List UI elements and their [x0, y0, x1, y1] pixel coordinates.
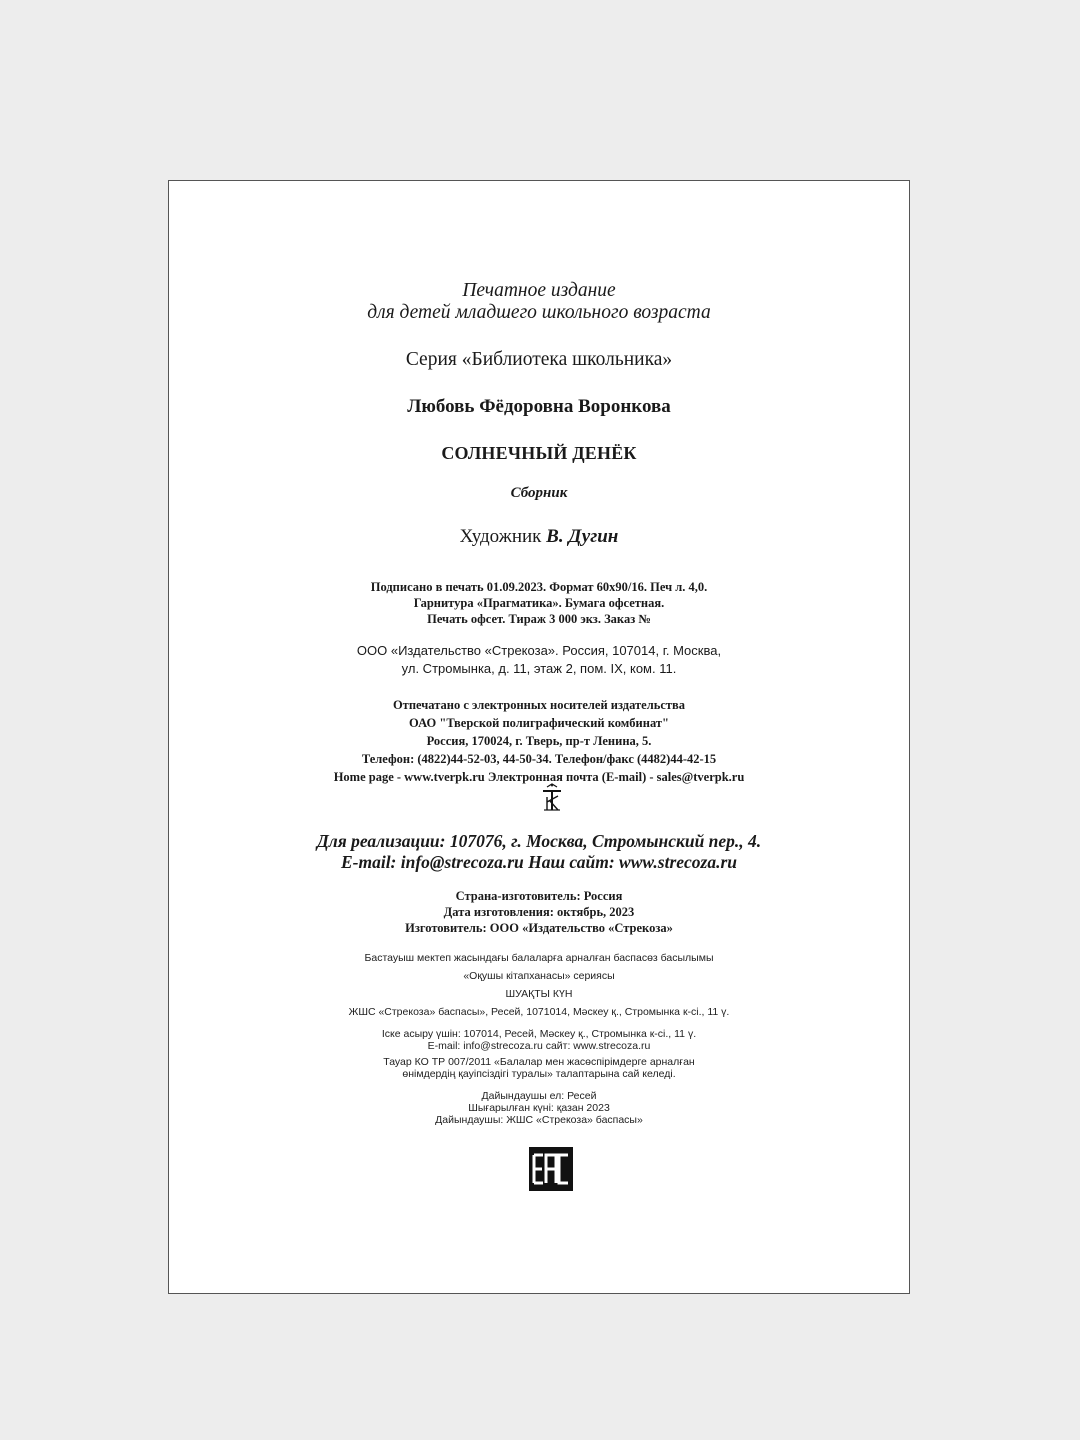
book-imprint-page [168, 180, 910, 1294]
kazakh-certification [169, 1056, 909, 1080]
sales-contact-line: E-mail: info@strecoza.ru Наш сайт: www.strecoza.ru [340, 852, 738, 872]
kazakh-manufacturer-info [169, 1090, 909, 1126]
print-specs-line: Печать офсет. Тираж 3 000 экз. Заказ № [427, 612, 651, 626]
printer-logo-icon [538, 783, 566, 813]
printer-info-line: ОАО "Тверской полиграфический комбинат" [409, 716, 669, 730]
kazakh-book-title: ШУАҚТЫ КҮН [505, 988, 573, 1000]
kazakh-manufacturer-line: Дайындаушы: ЖШС «Стрекоза» баспасы» [435, 1114, 643, 1126]
illustrator-name: В. Дугин [546, 526, 619, 547]
kazakh-certification-line: өнімдердің қауіпсіздігі туралы» талаптарына сай келеді. [402, 1068, 676, 1080]
illustrator-label: Художник [459, 526, 542, 547]
publisher-address-line: ООО «Издательство «Стрекоза». Россия, 107014, г. Москва, [356, 643, 722, 658]
publisher-address [169, 642, 909, 678]
book-title: СОЛНЕЧНЫЙ ДЕНЁК [441, 443, 637, 463]
printer-info-line: Отпечатано с электронных носителей издательства [392, 698, 686, 712]
kazakh-manufacturer-line: Дайындаушы ел: Ресей [481, 1090, 597, 1102]
book-genre: Сборник [510, 485, 568, 501]
eac-conformity-icon [529, 1147, 573, 1191]
edition-description-line: для детей младшего школьного возраста [367, 302, 711, 323]
printer-info-line: Телефон: (4822)44-52-03, 44-50-34. Телефон/факс (4482)44-42-15 [361, 752, 717, 766]
kazakh-edition-description: Бастауыш мектеп жасындағы балаларға арналған баспасөз басылымы [364, 952, 714, 964]
edition-description-line: Печатное издание [462, 280, 616, 301]
kazakh-sales-line: Іске асыру үшін: 107014, Ресей, Мәскеу қ., Стромынка к-сі., 11 ү. [381, 1028, 697, 1040]
sales-contact [169, 831, 909, 873]
print-specs-line: Подписано в печать 01.09.2023. Формат 60х90/16. Печ л. 4,0. [370, 580, 708, 594]
illustrator-credit [169, 526, 909, 548]
printer-info [169, 696, 909, 786]
manufacturer-info-line: Изготовитель: ООО «Издательство «Стрекоза» [405, 921, 673, 935]
sales-contact-line: Для реализации: 107076, г. Москва, Стромынский пер., 4. [316, 831, 762, 851]
series-name: Серия «Библиотека школьника» [405, 349, 673, 370]
kazakh-series-name: «Оқушы кітапханасы» сериясы [463, 970, 615, 982]
author-name: Любовь Фёдоровна Воронкова [407, 396, 671, 417]
kazakh-sales-contact [169, 1028, 909, 1052]
print-specs [169, 579, 909, 627]
kazakh-publisher-address: ЖШС «Стрекоза» баспасы», Ресей, 1071014, Мәскеу қ., Стромынка к-сі., 11 ү. [348, 1006, 730, 1018]
manufacturer-info [169, 888, 909, 936]
manufacturer-info-line: Дата изготовления: октябрь, 2023 [443, 905, 635, 919]
publisher-address-line: ул. Стромынка, д. 11, этаж 2, пом. IX, ком. 11. [401, 661, 677, 676]
manufacturer-info-line: Страна-изготовитель: Россия [455, 889, 623, 903]
printer-info-line: Home page - www.tverpk.ru Электронная почта (E-mail) - sales@tverpk.ru [333, 770, 745, 784]
kazakh-certification-line: Тауар КО ТР 007/2011 «Балалар мен жасөспірімдерге арналған [383, 1056, 695, 1068]
printer-info-line: Россия, 170024, г. Тверь, пр-т Ленина, 5. [426, 734, 652, 748]
kazakh-sales-line: E-mail: info@strecoza.ru сайт: www.strecoza.ru [427, 1040, 651, 1052]
edition-description [169, 280, 909, 324]
kazakh-manufacturer-line: Шығарылған күні: қазан 2023 [468, 1102, 610, 1114]
print-specs-line: Гарнитура «Прагматика». Бумага офсетная. [413, 596, 665, 610]
